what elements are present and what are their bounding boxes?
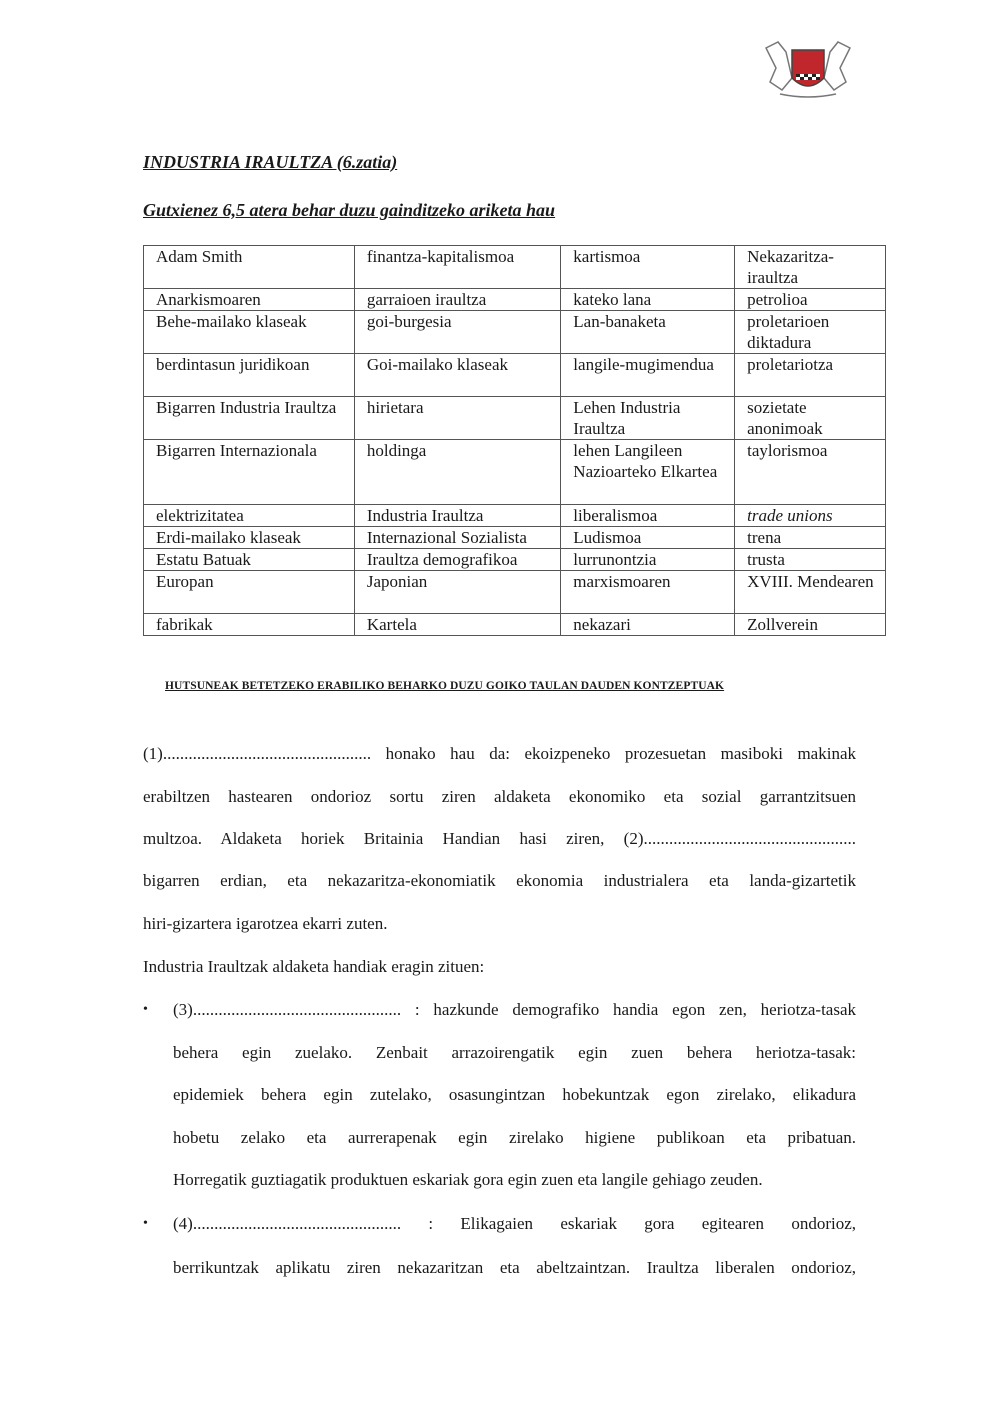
table-cell: garraioen iraultza — [354, 289, 560, 311]
table-row — [144, 549, 886, 571]
table-row — [144, 571, 886, 614]
document-subtitle: Gutxienez 6,5 atera behar duzu gainditzeko ariketa hau — [143, 200, 556, 220]
instruction-heading: HUTSUNEAK BETETZEKO ERABILIKO BEHARKO DUZU GOIKO TAULAN DAUDEN KONTZEPTUAK — [165, 680, 725, 692]
table-cell: taylorismoa — [735, 440, 886, 505]
bullet-icon: • — [143, 1216, 148, 1231]
table-cell: kartismoa — [561, 246, 735, 289]
table-cell: Anarkismoaren — [144, 289, 355, 311]
table-cell: Japonian — [354, 571, 560, 614]
table-cell: Iraultza demografikoa — [354, 549, 560, 571]
table-cell: Estatu Batuak — [144, 549, 355, 571]
table-cell: finantza-kapitalismoa — [354, 246, 560, 289]
table-cell: petrolioa — [735, 289, 886, 311]
paragraph-line: erabiltzen hastearen ondorioz sortu ziren aldaketa ekonomiko eta sozial garrantzitsuen — [143, 787, 856, 806]
table-cell: holdinga — [354, 440, 560, 505]
table-cell: Bigarren Industria Iraultza — [144, 397, 355, 440]
table-cell: Industria Iraultza — [354, 505, 560, 527]
table-cell: nekazari — [561, 614, 735, 636]
table-cell: Bigarren Internazionala — [144, 440, 355, 505]
table-cell: trade unions — [735, 505, 886, 527]
paragraph-line: behera egin zuelako. Zenbait arrazoirengatik egin zuen behera heriotza-tasak: — [173, 1043, 856, 1062]
paragraph-line: epidemiek behera egin zutelako, osasungintzan hobekuntzak egon zirelako, elikadura — [173, 1085, 856, 1104]
table-cell: liberalismoa — [561, 505, 735, 527]
table-row — [144, 440, 886, 505]
table-row — [144, 527, 886, 549]
table-cell: trena — [735, 527, 886, 549]
table-cell: Nekazaritza-iraultza — [735, 246, 886, 289]
table-cell: Adam Smith — [144, 246, 355, 289]
table-row — [144, 397, 886, 440]
table-cell: Behe-mailako klaseak — [144, 311, 355, 354]
table-cell: Erdi-mailako klaseak — [144, 527, 355, 549]
table-cell: Ludismoa — [561, 527, 735, 549]
table-row — [144, 289, 886, 311]
table-cell: hirietara — [354, 397, 560, 440]
table-row — [144, 246, 886, 289]
paragraph-line: (3)................................................. : hazkunde demografiko handia egon zen, heriotza-tasak — [173, 1000, 856, 1019]
table-cell: lurrunontzia — [561, 549, 735, 571]
table-cell: lehen Langileen Nazioarteko Elkartea — [561, 440, 735, 505]
table-cell: Europan — [144, 571, 355, 614]
table-row — [144, 311, 886, 354]
table-cell: goi-burgesia — [354, 311, 560, 354]
table-cell: marxismoaren — [561, 571, 735, 614]
table-cell: Zollverein — [735, 614, 886, 636]
bullet-icon: • — [143, 1002, 148, 1017]
table-cell: kateko lana — [561, 289, 735, 311]
table-cell: fabrikak — [144, 614, 355, 636]
table-cell: proletariotza — [735, 354, 886, 397]
paragraph-line: bigarren erdian, eta nekazaritza-ekonomiatik ekonomia industrialera eta landa-gizartetik — [143, 871, 856, 890]
paragraph-line: Industria Iraultzak aldaketa handiak eragin zituen: — [143, 957, 485, 976]
table-cell: Goi-mailako klaseak — [354, 354, 560, 397]
table-row — [144, 614, 886, 636]
document-title: INDUSTRIA IRAULTZA (6.zatia) — [143, 152, 398, 172]
table-cell: Lan-banaketa — [561, 311, 735, 354]
table-row — [144, 505, 886, 527]
table-cell: berdintasun juridikoan — [144, 354, 355, 397]
table-cell: Kartela — [354, 614, 560, 636]
coat-of-arms-logo — [762, 38, 854, 100]
table-row — [144, 354, 886, 397]
paragraph-line: hiri-gizartera igarotzea ekarri zuten. — [143, 914, 388, 933]
table-cell: trusta — [735, 549, 886, 571]
table-cell: Lehen Industria Iraultza — [561, 397, 735, 440]
paragraph-line: multzoa. Aldaketa horiek Britainia Handian hasi ziren, (2).................................................. — [143, 829, 856, 848]
paragraph-line: hobetu zelako eta aurrerapenak egin zirelako higiene publikoan eta pribatuan. — [173, 1128, 856, 1147]
table-cell: Internazional Sozialista — [354, 527, 560, 549]
paragraph-line: (1)................................................. honako hau da: ekoizpeneko prozesuetan masiboki makinak — [143, 744, 856, 763]
table-cell: proletarioen diktadura — [735, 311, 886, 354]
paragraph-line: Horregatik guztiagatik produktuen eskariak gora egin zuen eta langile gehiago zeuden. — [173, 1170, 763, 1189]
table-cell: elektrizitatea — [144, 505, 355, 527]
paragraph-line: berrikuntzak aplikatu ziren nekazaritzan eta abeltzaintzan. Iraultza liberalen ondorioz, — [173, 1258, 856, 1277]
table-cell: langile-mugimendua — [561, 354, 735, 397]
concept-table — [143, 245, 886, 636]
table-cell: sozietate anonimoak — [735, 397, 886, 440]
table-cell: XVIII. Mendearen — [735, 571, 886, 614]
paragraph-line: (4)................................................. : Elikagaien eskariak gora egitearen ondorioz, — [173, 1214, 856, 1233]
